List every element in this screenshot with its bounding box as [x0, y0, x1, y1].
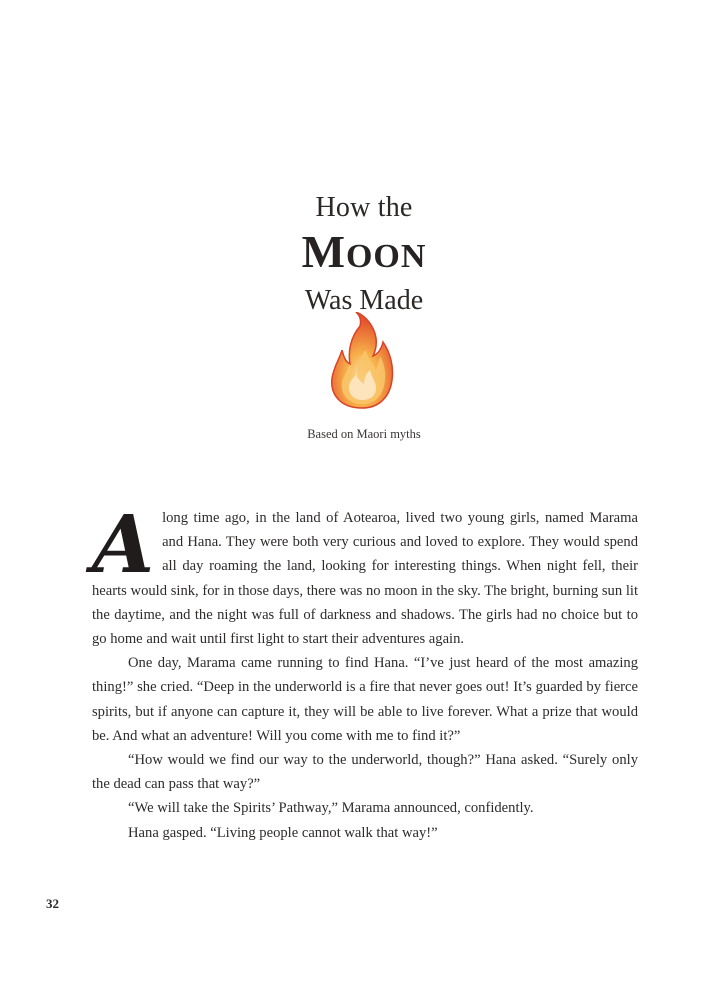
drop-cap: A — [92, 497, 155, 591]
title-line-was-made: Was Made — [304, 285, 424, 316]
paragraph-text: long time ago, in the land of Aotearoa, lived two young girls, named Marama and Hana. They were both very curious and loved to explore. They would spend all day roaming the land, looking for interesting things. When night fell, their hearts would sink, for in those days, there was no moon in the sky. The bright, burning sun lit the daytime, and the night was full of darkness and shadows. The girls had no choice but to go home and wait until first light to start their adventures again. — [92, 510, 638, 648]
flame-icon — [326, 312, 396, 410]
title-line-how-the: How the — [315, 192, 413, 223]
title-moon-rest: OON — [345, 238, 427, 275]
page-number: 32 — [46, 896, 59, 911]
title-line-moon — [0, 226, 728, 279]
story-body — [92, 497, 638, 845]
paragraph: One day, Marama came running to find Hana. “I’ve just heard of the most amazing thing!” she cried. “Deep in the underworld is a fire that never goes out! It’s guarded by fierce spirits, but if anyone can capture it, they will be able to live forever. What a prize that would be. And what an adventure! Will you come with me to find it?” — [92, 655, 638, 744]
paragraph — [92, 497, 638, 651]
paragraph: “We will take the Spirits’ Pathway,” Marama announced, confidently. — [128, 800, 534, 817]
paragraph: “How would we find our way to the underworld, though?” Hana asked. “Surely only the dead can pass that way?” — [92, 752, 638, 793]
paragraph: Hana gasped. “Living people cannot walk that way!” — [128, 824, 438, 841]
title-moon-initial: M — [301, 226, 346, 277]
subtitle: Based on Maori myths — [307, 427, 421, 441]
chapter-title — [0, 188, 728, 321]
